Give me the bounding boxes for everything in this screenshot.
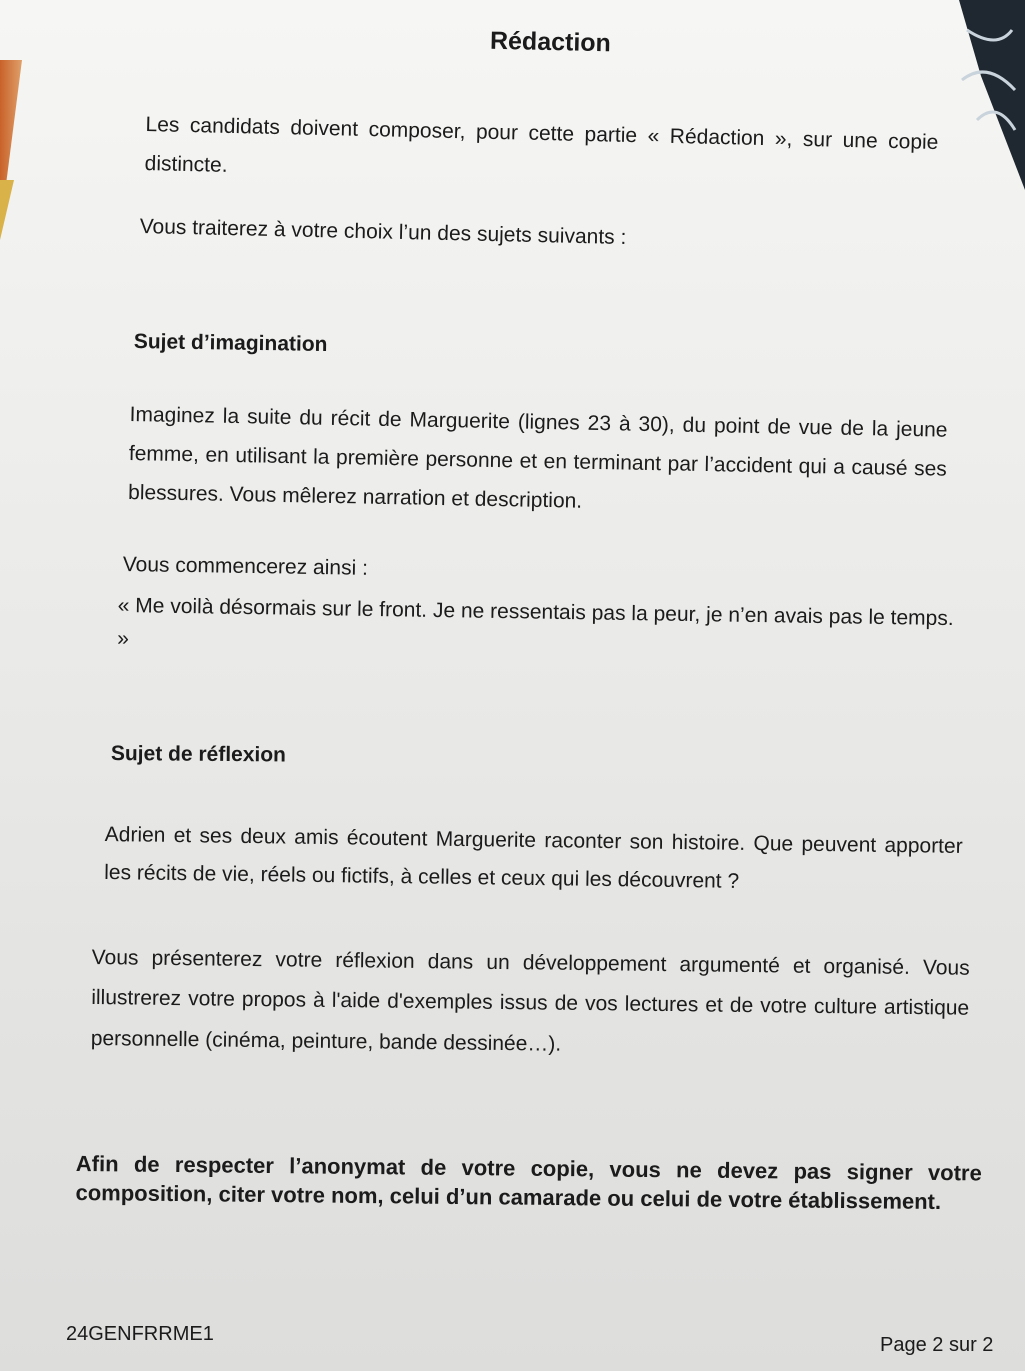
fabric-pattern-icon [957,20,1017,140]
subject-imagination-heading: Sujet d’imagination [133,330,328,357]
subject-reflection-instructions: Vous présenterez votre réflexion dans un développement argumenté et organisé. Vous illustrerez votre propos à l'aide d'exemples issus de vos lectures et de votre culture artistique personnelle (cinéma, peinture, bande dessinée…). [90,945,970,1056]
subject-imagination-start-label: Vous commencerez ainsi : [122,552,369,580]
background-orange-edge [0,60,22,180]
subject-imagination-body: Imaginez la suite du récit de Marguerite (lignes 23 à 30), du point de vue de la jeune femme, en utilisant la première personne et en terminant par l’accident qui a causé ses blessures. Vous mêlerez narration et description. [127,402,948,513]
footer-page-number: Page 2 sur 2 [880,1334,994,1356]
instruction-copy-distincte: Les candidats doivent composer, pour cette partie « Rédaction », sur une copie distincte. [144,112,939,177]
subject-imagination-start-quote: « Me voilà désormais sur le front. Je ne ressentais pas la peur, je n’en avais pas le temps. » [117,593,954,650]
page-title: Rédaction [489,26,612,58]
subject-reflection-body: Adrien et ses deux amis écoutent Marguerite raconter son histoire. Que peuvent apporter les récits de vie, réels ou fictifs, à celles et ceux qui les découvrent ? [104,822,963,893]
instruction-choose-subject: Vous traiterez à votre choix l’un des sujets suivants : [139,214,627,250]
subject-reflection-heading: Sujet de réflexion [110,742,287,767]
background-yellow-edge [0,180,14,240]
footer-code: 24GENFRRME1 [66,1323,214,1345]
anonymity-notice: Afin de respecter l’anonymat de votre copie, vous ne devez pas signer votre composition, citer votre nom, celui d’un camarade ou celui de votre établissement. [75,1151,982,1214]
